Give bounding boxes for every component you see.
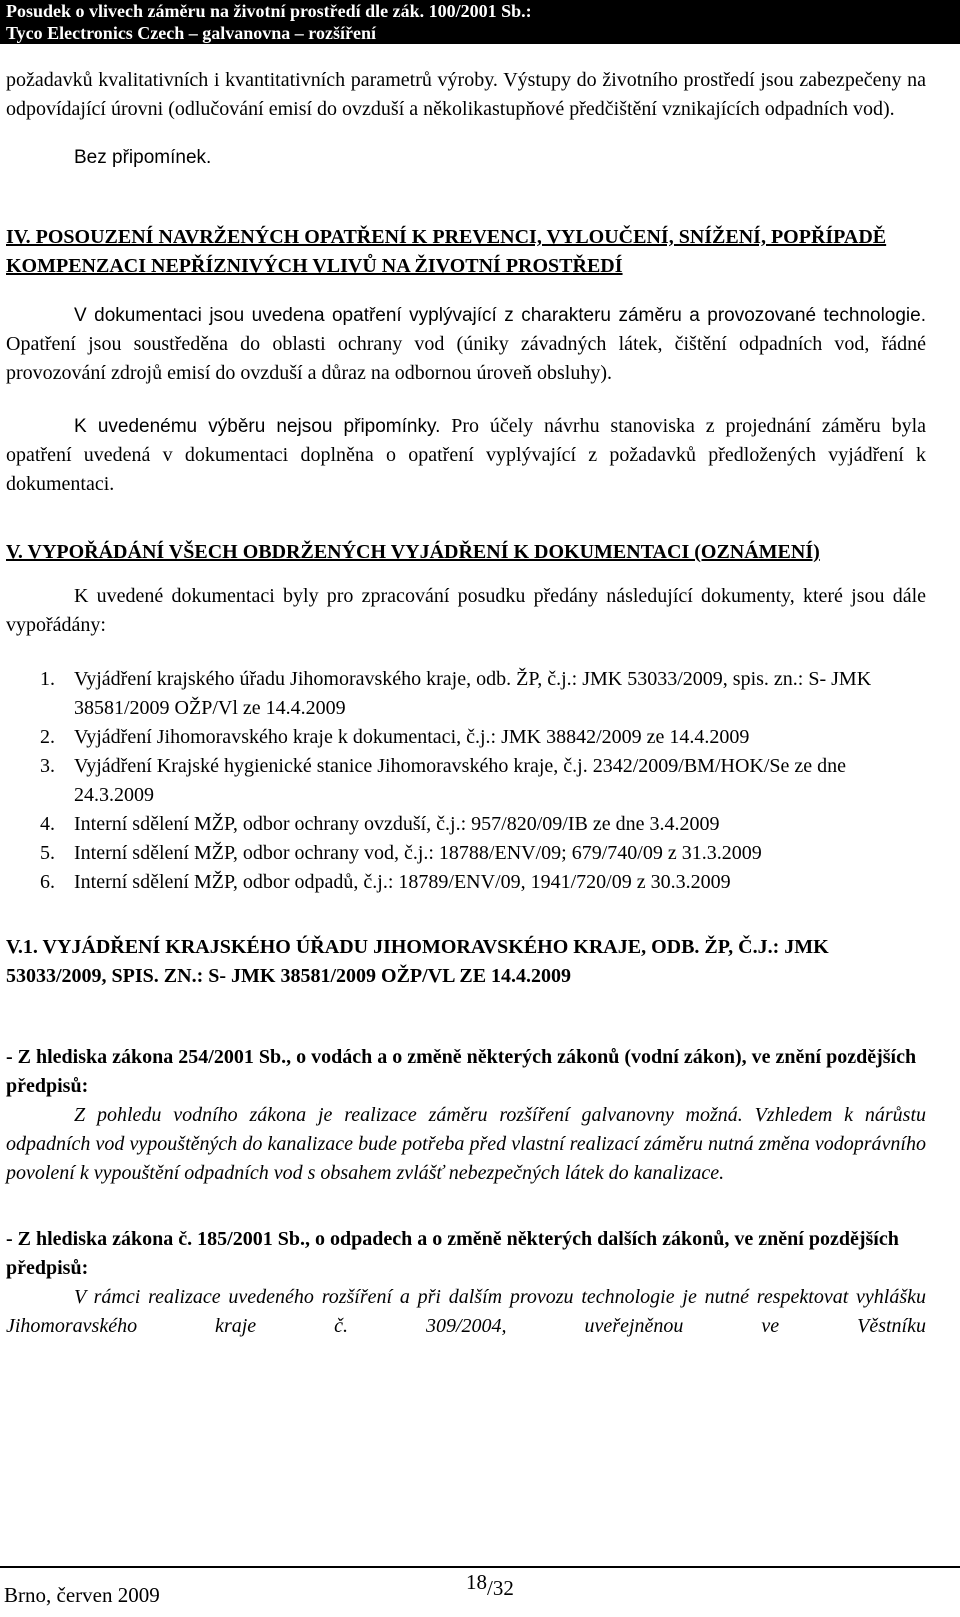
footer-location-date: Brno, červen 2009 [4, 1583, 160, 1607]
document-header [0, 0, 960, 44]
section-4-p1-sans: V dokumentaci jsou uvedena opatření vyplývající z charakteru záměru a provozované technologie. [74, 305, 926, 326]
section-5-1-heading: V.1. VYJÁDŘENÍ KRAJSKÉHO ÚŘADU JIHOMORAVSKÉHO KRAJE, ODB. ŽP, Č.J.: JMK 53033/2009, SPIS. ZN.: S- JMK 38581/2009 OŽP/VL ZE 14.4.2009 [6, 936, 829, 987]
page-number [466, 1570, 514, 1603]
list-item-text: Interní sdělení MŽP, odbor ochrany ovzduší, č.j.: 957/820/09/IB ze dne 3.4.2009 [74, 813, 720, 835]
list-item-number: 3. [40, 755, 55, 777]
list-item [6, 752, 926, 810]
documents-list [6, 665, 926, 897]
section-4-paragraph-1 [6, 301, 926, 388]
waste-law-text: V rámci realizace uvedeného rozšíření a při dalším provozu technologie je nutné respektovat vyhlášku Jihomoravského kraje č. 309/2004, uveřejněnou ve Věstníku [6, 1286, 926, 1337]
list-item-text: Interní sdělení MŽP, odbor odpadů, č.j.: 18789/ENV/09, 1941/720/09 z 30.3.2009 [74, 871, 731, 893]
section-4-paragraph-2 [6, 412, 926, 499]
header-title: Posudek o vlivech záměru na životní prostředí dle zák. 100/2001 Sb.: [6, 1, 532, 21]
list-item [6, 665, 926, 723]
list-item [6, 723, 926, 752]
header-subtitle: Tyco Electronics Czech – galvanovna – rozšíření [6, 23, 376, 43]
list-item-number: 2. [40, 726, 55, 748]
list-item-number: 4. [40, 813, 55, 835]
list-item [6, 839, 926, 868]
list-item-number: 6. [40, 871, 55, 893]
water-law-text: Z pohledu vodního zákona je realizace záměru rozšíření galvanovny možná. Vzhledem k nárůstu odpadních vod vypouštěných do kanalizace bude potřeba před vlastní realizací záměru nutná změna vodoprávního povolení k vypouštění odpadních vod s obsahem zvlášť nebezpečných látek do kanalizace. [6, 1104, 926, 1184]
list-item-text: Vyjádření Krajské hygienické stanice Jihomoravského kraje, č.j. 2342/2009/BM/HOK/Se ze dne 24.3.2009 [74, 755, 847, 806]
section-4-heading: IV. POSOUZENÍ NAVRŽENÝCH OPATŘENÍ K PREVENCI, VYLOUČENÍ, SNÍŽENÍ, POPŘÍPADĚ KOMPENZACI NEPŘÍZNIVÝCH VLIVŮ NA ŽIVOTNÍ PROSTŘEDÍ [6, 226, 887, 277]
section-4-p1-serif: Opatření jsou soustředěna do oblasti ochrany vod (úniky závadných látek, čištění odpadních vod, řádné provozování zdrojů emisí do ovzduší a důraz na odbornou úroveň obsluhy). [6, 333, 926, 384]
intro-paragraph: požadavků kvalitativních i kvantitativních parametrů výroby. Výstupy do životního prostředí jsou zabezpečeny na odpovídající úrovni (odlučování emisí do ovzduší a několikastupňové předčištění vznikajících odpadních vod). [6, 69, 926, 120]
list-item-text: Interní sdělení MŽP, odbor ochrany vod, č.j.: 18788/ENV/09; 679/740/09 z 31.3.2009 [74, 842, 762, 864]
list-item [6, 868, 926, 897]
section-4-p2-serif: Pro účely návrhu stanoviska z projednání záměru byla opatření uvedená v dokumentaci doplněna o opatření vyplývající z požadavků předložených vyjádření k dokumentaci. [6, 415, 926, 495]
water-law-title: - Z hlediska zákona 254/2001 Sb., o vodách a o změně některých zákonů (vodní zákon), ve znění pozdějších předpisů: [6, 1046, 917, 1097]
waste-law-title: - Z hlediska zákona č. 185/2001 Sb., o odpadech a o změně některých dalších zákonů, ve znění pozdějších předpisů: [6, 1228, 899, 1279]
intro-remark: Bez připomínek. [74, 147, 212, 168]
list-item [6, 810, 926, 839]
list-item-number: 1. [40, 668, 55, 690]
page-current: 18 [466, 1570, 487, 1594]
page-total: /32 [487, 1576, 514, 1600]
list-item-text: Vyjádření krajského úřadu Jihomoravského kraje, odb. ŽP, č.j.: JMK 53033/2009, spis. zn.: S- JMK 38581/2009 OŽP/Vl ze 14.4.2009 [74, 668, 872, 719]
section-5-intro: K uvedené dokumentaci byly pro zpracování posudku předány následující dokumenty, které jsou dále vypořádány: [6, 585, 926, 636]
document-body [6, 64, 926, 1341]
document-footer [0, 1566, 960, 1617]
section-4-p2-sans: K uvedenému výběru nejsou připomínky. [74, 416, 441, 437]
section-5-heading: V. VYPOŘÁDÁNÍ VŠECH OBDRŽENÝCH VYJÁDŘENÍ K DOKUMENTACI (OZNÁMENÍ) [6, 541, 820, 563]
list-item-number: 5. [40, 842, 55, 864]
list-item-text: Vyjádření Jihomoravského kraje k dokumentaci, č.j.: JMK 38842/2009 ze 14.4.2009 [74, 726, 750, 748]
footer-divider [0, 1566, 960, 1568]
